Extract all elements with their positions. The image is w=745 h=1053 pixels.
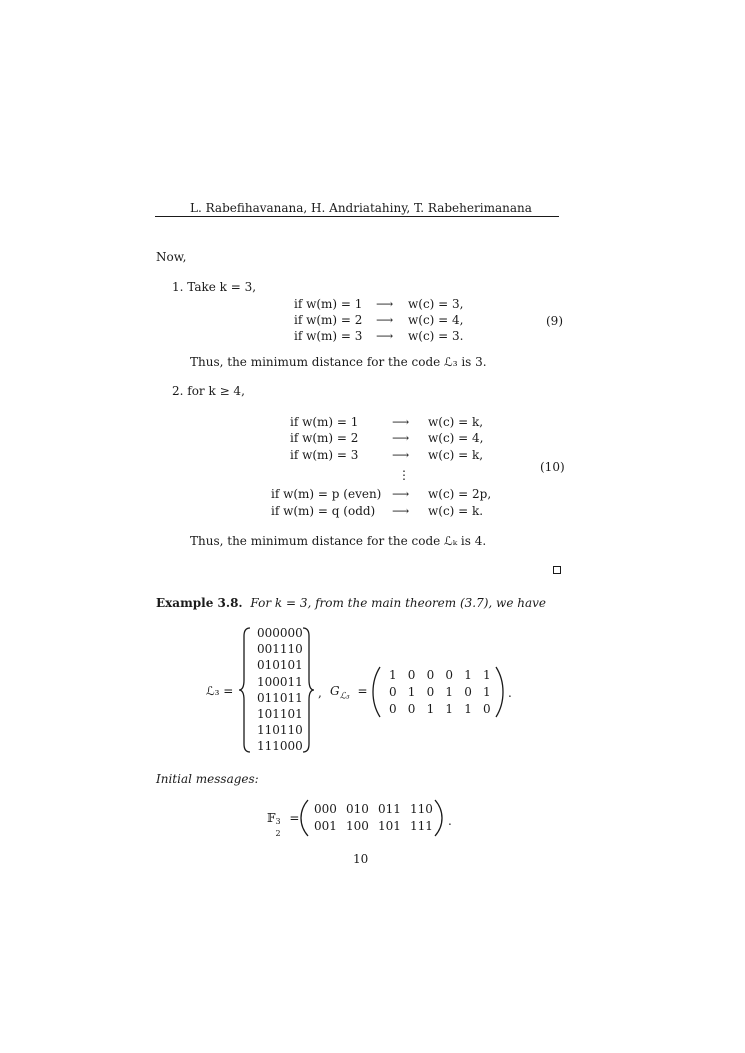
eq10-arrow: ⟶ <box>392 448 410 462</box>
eq9-condition: if w(m) = 1 <box>294 297 363 311</box>
page-number: 10 <box>353 852 369 866</box>
eq9-condition: if w(m) = 2 <box>294 313 363 327</box>
F-entry: 010 <box>346 802 369 816</box>
G-entry: 0 <box>389 685 397 699</box>
codeword: 111000 <box>257 739 303 754</box>
F-equals: = <box>289 811 300 825</box>
G-entry: 0 <box>464 685 472 699</box>
F-left-paren-icon <box>300 799 310 837</box>
header-rule <box>155 216 559 217</box>
F-superscript: 3 <box>275 817 281 826</box>
G-entry: 0 <box>483 702 491 716</box>
item2-conclusion: Thus, the minimum distance for the code ℒₖ is 4. <box>190 534 487 548</box>
L3-label: ℒ₃ = <box>206 684 234 698</box>
G-entry: 1 <box>483 685 491 699</box>
G-entry: 1 <box>464 668 472 682</box>
left-brace-icon <box>238 626 252 754</box>
G-entry: 0 <box>407 702 416 716</box>
eq10-result: w(c) = k. <box>428 504 484 518</box>
G-entry: 0 <box>407 668 416 682</box>
G-right-paren-icon <box>494 666 504 718</box>
F-subscript: 2 <box>275 829 281 838</box>
G-entry: 1 <box>445 702 454 716</box>
G-entry: 1 <box>426 702 435 716</box>
codeword: 100011 <box>257 674 303 689</box>
eq10-result: w(c) = 2p, <box>428 487 492 501</box>
codeword: 110110 <box>257 723 303 738</box>
F-entry: 001 <box>314 819 337 833</box>
eq9-result: w(c) = 3, <box>408 297 464 311</box>
example-line <box>156 596 546 610</box>
eq10-condition: if w(m) = q (odd) <box>271 504 376 518</box>
F-entry: 100 <box>346 819 369 833</box>
codeword: 000000 <box>257 626 303 640</box>
eq9-condition: if w(m) = 3 <box>294 329 363 343</box>
codeword: 101101 <box>257 707 303 721</box>
eq10-arrow: ⟶ <box>392 415 410 429</box>
initial-messages-text: Initial messages: <box>156 772 259 786</box>
F-entry: 011 <box>378 802 401 816</box>
G-equals: = <box>357 684 368 698</box>
F-entry: 000 <box>314 802 337 816</box>
example-text: For k = 3, from the main theorem (3.7), we have <box>250 596 546 610</box>
F-period: . <box>448 814 452 828</box>
eq10-condition: if w(m) = 2 <box>290 431 359 445</box>
codeword: 010101 <box>257 658 303 673</box>
codeword: 011011 <box>257 690 303 705</box>
eq10-condition: if w(m) = p (even) <box>271 487 382 501</box>
item1-conclusion: Thus, the minimum distance for the code ℒ₃ is 3. <box>190 355 487 369</box>
eq9-number: (9) <box>546 314 563 328</box>
G-entry: 1 <box>464 702 472 716</box>
G-entry: 1 <box>407 685 416 699</box>
item1-label: 1. Take k = 3, <box>172 280 257 294</box>
eq9-arrow: ⟶ <box>376 297 394 311</box>
eq9-result: w(c) = 3. <box>408 329 464 343</box>
F-symbol: 𝔽 <box>267 811 276 825</box>
eq10-result: w(c) = k, <box>428 448 484 462</box>
G-entry: 0 <box>426 685 435 699</box>
eq10-condition: if w(m) = 1 <box>290 415 359 429</box>
eq10-arrow: ⟶ <box>392 504 410 518</box>
F-entry: 111 <box>410 819 433 833</box>
G-entry: 0 <box>445 668 454 682</box>
G-entry: 1 <box>483 668 491 682</box>
eq10-number: (10) <box>540 460 565 474</box>
eq9-result: w(c) = 4, <box>408 313 464 327</box>
G-entry: 1 <box>445 685 454 699</box>
G-period: . <box>508 686 512 700</box>
G-entry: 0 <box>389 702 397 716</box>
G-left-paren-icon <box>372 666 382 718</box>
item2-label: 2. for k ≥ 4, <box>172 384 245 398</box>
eq9-arrow: ⟶ <box>376 313 394 327</box>
codeword: 001110 <box>257 642 303 657</box>
vdots: ⋮ <box>398 468 410 482</box>
G-entry: 0 <box>426 668 435 682</box>
G-label <box>330 684 368 703</box>
G-subscript: ℒ₃ <box>339 691 350 702</box>
initial-messages-label <box>156 772 259 786</box>
F-entry: 101 <box>378 819 401 833</box>
set-comma: , <box>318 686 322 700</box>
running-header: L. Rabefihavanana, H. Andriatahiny, T. Rabeherimanana <box>190 201 532 215</box>
eq10-arrow: ⟶ <box>392 431 410 445</box>
right-brace-icon <box>301 626 315 754</box>
eq10-result: w(c) = k, <box>428 415 484 429</box>
F-label <box>267 811 300 838</box>
intro-text: Now, <box>156 250 187 264</box>
F-right-paren-icon <box>433 799 443 837</box>
F-entry: 110 <box>410 802 433 816</box>
example-heading: Example 3.8. <box>156 596 243 610</box>
eq10-result: w(c) = 4, <box>428 431 484 445</box>
G-entry: 1 <box>389 668 397 682</box>
G-symbol: G <box>330 684 340 698</box>
qed-square-icon <box>553 566 561 574</box>
eq10-arrow: ⟶ <box>392 487 410 501</box>
eq9-arrow: ⟶ <box>376 329 394 343</box>
eq10-condition: if w(m) = 3 <box>290 448 359 462</box>
